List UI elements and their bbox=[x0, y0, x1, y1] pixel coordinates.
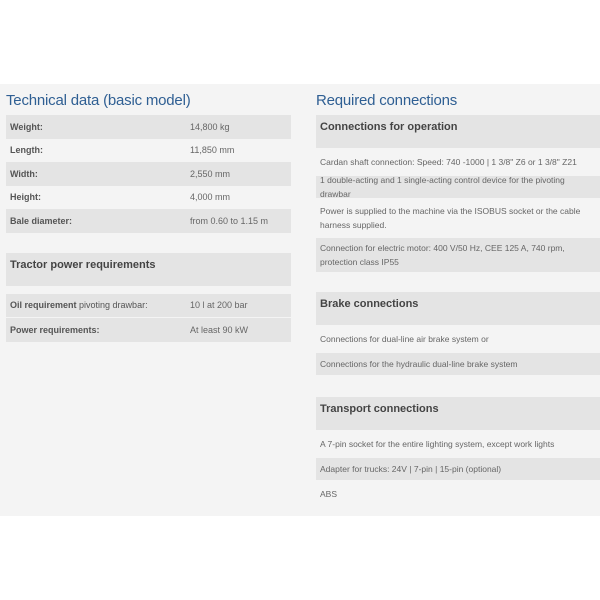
row-value: from 0.60 to 1.15 m bbox=[190, 215, 269, 226]
list-item: A 7-pin socket for the entire lighting system, except work lights bbox=[320, 439, 555, 449]
list-item: Adapter for trucks: 24V | 7-pin | 15-pin (optional) bbox=[316, 458, 600, 480]
row-label-suffix: pivoting drawbar: bbox=[79, 300, 148, 311]
row-label: Weight: bbox=[10, 121, 43, 132]
row-label: Width: bbox=[10, 168, 38, 179]
technical-data-heading: Technical data (basic model) bbox=[6, 92, 191, 109]
table-row bbox=[6, 115, 291, 139]
table-row bbox=[6, 209, 291, 233]
list-item: Connections for dual-line air brake system or bbox=[320, 334, 489, 344]
row-value: At least 90 kW bbox=[190, 324, 249, 335]
right-column bbox=[316, 84, 600, 505]
tractor-requirements-table bbox=[6, 294, 291, 342]
left-column bbox=[6, 84, 291, 342]
table-row bbox=[6, 139, 291, 163]
table-row bbox=[6, 162, 291, 186]
table-row bbox=[6, 294, 291, 318]
brake-connections-heading: Brake connections bbox=[316, 292, 600, 325]
row-value: 10 l at 200 bar bbox=[190, 300, 248, 311]
row-label bbox=[10, 300, 190, 310]
row-label-strong: Oil requirement bbox=[10, 300, 77, 311]
list-item: Connections for the hydraulic dual-line brake system bbox=[316, 353, 600, 375]
technical-data-table bbox=[6, 115, 291, 233]
content-panel bbox=[0, 84, 600, 516]
required-connections-heading: Required connections bbox=[316, 92, 458, 109]
row-label: Power requirements: bbox=[10, 324, 100, 335]
table-row bbox=[6, 186, 291, 210]
row-value: 2,550 mm bbox=[190, 168, 231, 179]
list-item: 1 double-acting and 1 single-acting control device for the pivoting drawbar bbox=[316, 176, 600, 198]
row-label: Height: bbox=[10, 192, 41, 203]
row-value: 14,800 kg bbox=[190, 121, 230, 132]
list-item: ABS bbox=[320, 489, 338, 499]
transport-connections-heading: Transport connections bbox=[316, 397, 600, 430]
row-value: 11,850 mm bbox=[190, 145, 235, 156]
list-item: Connection for electric motor: 400 V/50 Hz, CEE 125 A, 740 rpm, protection class IP55 bbox=[316, 238, 600, 272]
tractor-requirements-heading: Tractor power requirements bbox=[6, 253, 291, 286]
row-label: Bale diameter: bbox=[10, 215, 73, 226]
operation-connections-heading: Connections for operation bbox=[316, 115, 600, 148]
list-item: Power is supplied to the machine via the ISOBUS socket or the cable harness supplied. bbox=[320, 206, 581, 230]
table-row bbox=[6, 318, 291, 342]
list-item: Cardan shaft connection: Speed: 740 -1000 | 1 3/8" Z6 or 1 3/8" Z21 bbox=[320, 157, 577, 167]
row-value: 4,000 mm bbox=[190, 192, 231, 203]
row-label: Length: bbox=[10, 145, 43, 156]
